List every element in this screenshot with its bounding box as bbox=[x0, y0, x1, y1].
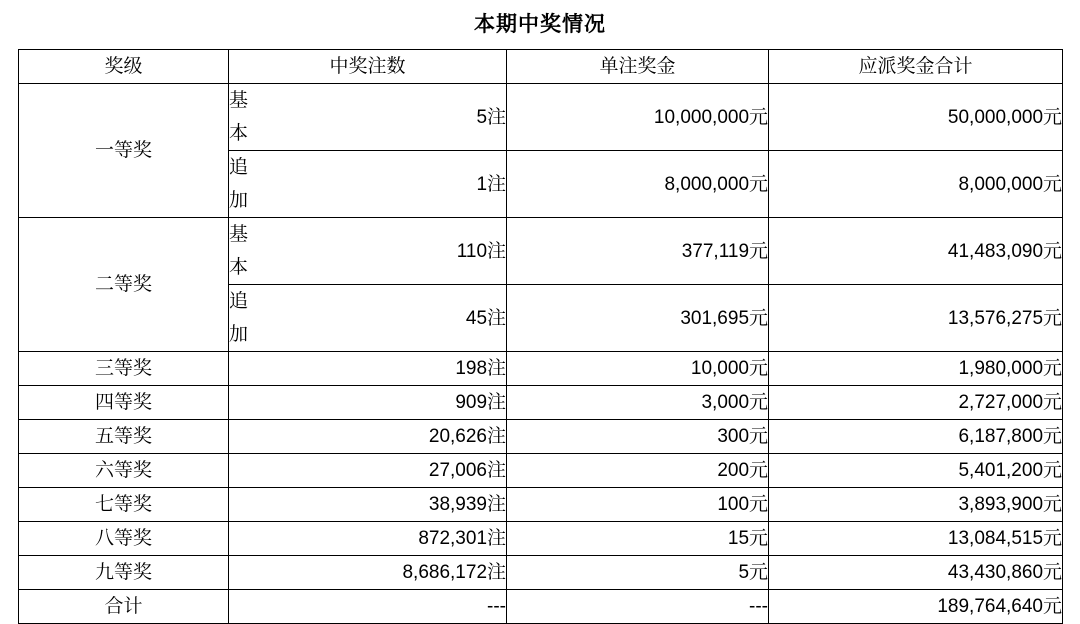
prize-level-cell: 七等奖 bbox=[19, 488, 229, 522]
table-row bbox=[19, 386, 1063, 420]
prize-level-cell: 八等奖 bbox=[19, 522, 229, 556]
unit-prize-cell: 10,000元 bbox=[507, 352, 769, 386]
table-body bbox=[19, 84, 1063, 624]
prize-level-cell: 一等奖 bbox=[19, 84, 229, 218]
column-header-count: 中奖注数 bbox=[229, 50, 507, 84]
prize-level-cell: 五等奖 bbox=[19, 420, 229, 454]
unit-prize-cell: 200元 bbox=[507, 454, 769, 488]
prize-level-cell: 三等奖 bbox=[19, 352, 229, 386]
total-prize-cell: 189,764,640元 bbox=[769, 590, 1063, 624]
unit-prize-cell: --- bbox=[507, 590, 769, 624]
table-header bbox=[19, 50, 1063, 84]
column-header-level: 奖级 bbox=[19, 50, 229, 84]
total-prize-cell: 13,084,515元 bbox=[769, 522, 1063, 556]
winning-count-cell: 27,006注 bbox=[229, 454, 507, 488]
prize-table-wrapper bbox=[0, 49, 1080, 624]
page-title: 本期中奖情况 bbox=[0, 0, 1080, 49]
unit-prize-cell: 8,000,000元 bbox=[507, 151, 769, 218]
table-row-total bbox=[19, 590, 1063, 624]
unit-prize-cell: 100元 bbox=[507, 488, 769, 522]
prize-level-cell: 九等奖 bbox=[19, 556, 229, 590]
winning-count-cell: 198注 bbox=[229, 352, 507, 386]
unit-prize-cell: 377,119元 bbox=[507, 218, 769, 285]
table-row bbox=[19, 488, 1063, 522]
winning-count-cell: 872,301注 bbox=[229, 522, 507, 556]
prize-level-cell: 六等奖 bbox=[19, 454, 229, 488]
prize-level-cell: 二等奖 bbox=[19, 218, 229, 352]
unit-prize-cell: 10,000,000元 bbox=[507, 84, 769, 151]
table-row bbox=[19, 84, 1063, 151]
unit-prize-cell: 301,695元 bbox=[507, 285, 769, 352]
total-prize-cell: 2,727,000元 bbox=[769, 386, 1063, 420]
prize-level-cell: 合计 bbox=[19, 590, 229, 624]
column-header-unit-prize: 单注奖金 bbox=[507, 50, 769, 84]
winning-count-cell: 20,626注 bbox=[229, 420, 507, 454]
header-row bbox=[19, 50, 1063, 84]
unit-prize-cell: 3,000元 bbox=[507, 386, 769, 420]
total-prize-cell: 43,430,860元 bbox=[769, 556, 1063, 590]
total-prize-cell: 1,980,000元 bbox=[769, 352, 1063, 386]
unit-prize-cell: 15元 bbox=[507, 522, 769, 556]
winning-count-cell: 110注 bbox=[229, 218, 507, 285]
table-row bbox=[19, 352, 1063, 386]
table-row bbox=[19, 522, 1063, 556]
unit-prize-cell: 5元 bbox=[507, 556, 769, 590]
table-row bbox=[19, 218, 1063, 285]
winning-count-cell: 45注 bbox=[229, 285, 507, 352]
total-prize-cell: 50,000,000元 bbox=[769, 84, 1063, 151]
table-row bbox=[19, 420, 1063, 454]
table-row bbox=[19, 556, 1063, 590]
total-prize-cell: 3,893,900元 bbox=[769, 488, 1063, 522]
prize-level-cell: 四等奖 bbox=[19, 386, 229, 420]
total-prize-cell: 13,576,275元 bbox=[769, 285, 1063, 352]
table-row bbox=[19, 454, 1063, 488]
winning-count-cell: 1注 bbox=[229, 151, 507, 218]
winning-count-cell: 8,686,172注 bbox=[229, 556, 507, 590]
total-prize-cell: 5,401,200元 bbox=[769, 454, 1063, 488]
winning-count-cell: --- bbox=[229, 590, 507, 624]
winning-count-cell: 909注 bbox=[229, 386, 507, 420]
total-prize-cell: 41,483,090元 bbox=[769, 218, 1063, 285]
prize-table bbox=[18, 49, 1063, 624]
total-prize-cell: 6,187,800元 bbox=[769, 420, 1063, 454]
column-header-total-prize: 应派奖金合计 bbox=[769, 50, 1063, 84]
total-prize-cell: 8,000,000元 bbox=[769, 151, 1063, 218]
unit-prize-cell: 300元 bbox=[507, 420, 769, 454]
winning-count-cell: 38,939注 bbox=[229, 488, 507, 522]
winning-count-cell: 5注 bbox=[229, 84, 507, 151]
